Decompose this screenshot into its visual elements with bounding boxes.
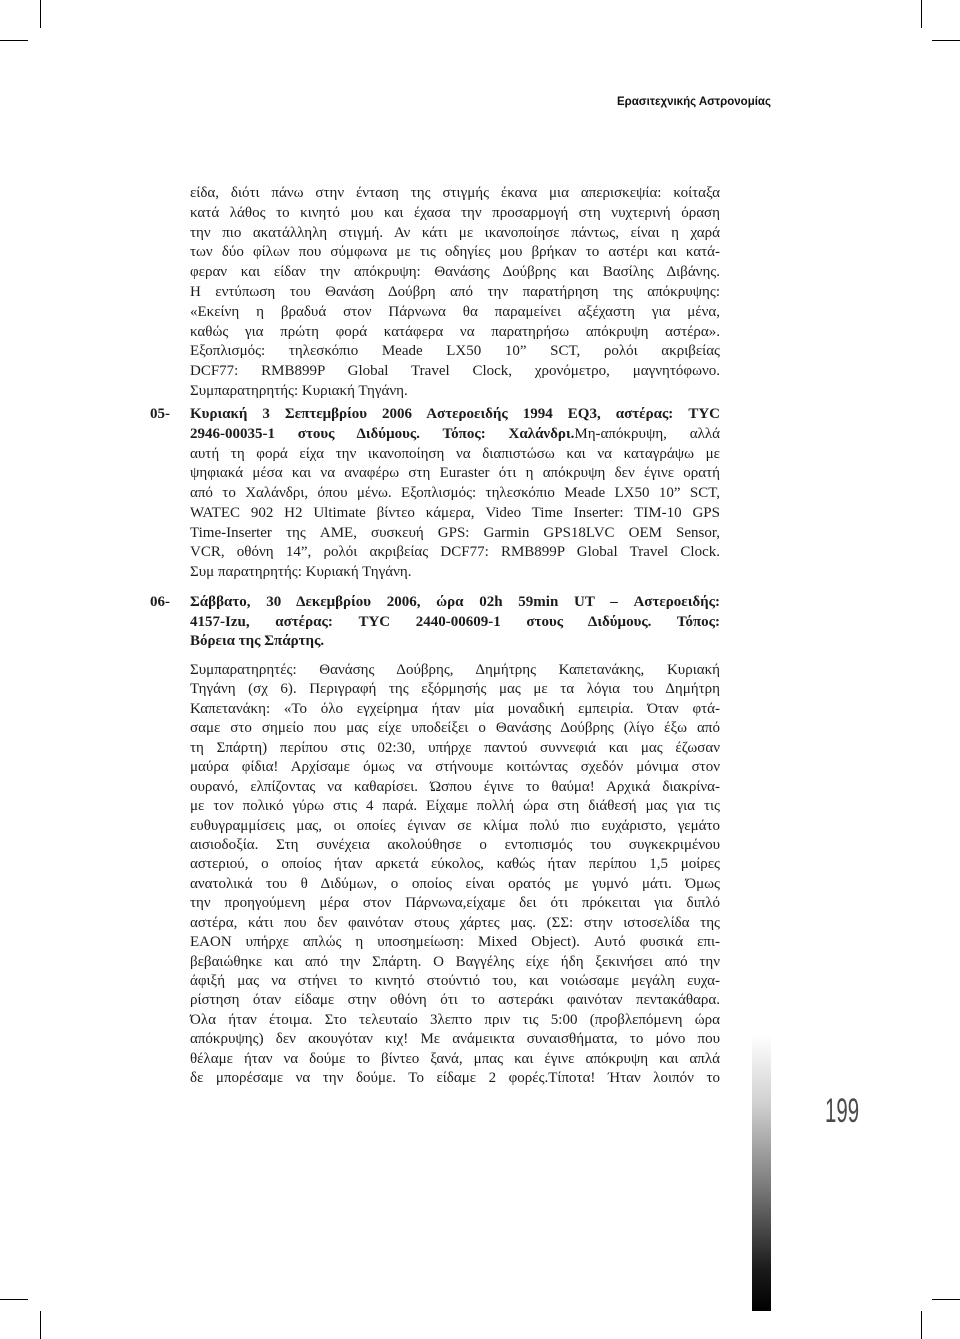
text-line: Καπετανάκη: «Το όλο εγχείρημα ήταν μία μοναδική εμπειρία. Όταν φτά- — [190, 700, 720, 717]
text-line: με τον πολικό γύρω στις 4 παρά. Είχαμε πολλή ώρα στη διάθεσή μας για τις — [190, 798, 720, 815]
running-header: Ερασιτεχνικής Αστρονομίας — [616, 96, 771, 108]
text-line: κατά λάθος το κινητό μου και έχασα την προσαρμογή στη νυχτερινή όραση — [190, 204, 720, 221]
text-line: VCR, οθόνη 14”, ρολόι ακριβείας DCF77: RMB899P Global Travel Clock. — [190, 544, 720, 561]
entry-text: Μη-απόκρυψη, αλλά — [574, 425, 720, 442]
text-line: Συμπαρατηρητής: Κυριακή Τηγάνη. — [190, 382, 408, 399]
text-line: είδα, διότι πάνω στην ένταση της στιγμής έκανα μια απερισκεψία: κοίταξα — [190, 185, 720, 201]
page-number: 199 — [825, 1092, 860, 1130]
text-line: Time-Inserter της AME, συσκευή GPS: Garmin GPS18LVC OEM Sensor, — [190, 524, 720, 541]
crop-mark — [0, 40, 28, 41]
text-line: αυτή τη φορά είχα την ικανοποίηση να διαπιστώσω και να καταγράψω με — [190, 445, 720, 462]
text-line: WATEC 902 H2 Ultimate βίντεο κάμερα, Video Time Inserter: TIM-10 GPS — [190, 504, 720, 521]
text-line: απόκρυψης) δεν ακουγόταν κιχ! Με ανάμεικτα συναισθήματα, το μόνο που — [190, 1031, 720, 1048]
text-line: καθώς για πρώτη φορά κατάφερα να παρατηρήσω απόκρυψη αστέρα». — [190, 323, 720, 340]
text-line: EAON υπήρχε απλώς η υποσημείωση: Mixed Object). Αυτό φυσικά επι- — [190, 934, 720, 951]
text-line: Συμ παρατηρητής: Κυριακή Τηγάνη. — [190, 564, 412, 580]
text-line: Εξοπλισμός: τηλεσκόπιο Meade LX50 10” SCT, ρολόι ακριβείας — [190, 343, 720, 360]
entry-heading-line: Σάββατο, 30 Δεκεμβρίου 2006, ώρα 02h 59min UT – Αστεροειδής: — [190, 594, 720, 610]
entry-number: 05- — [150, 406, 170, 422]
entry-heading-line: Βόρεια της Σπάρτης. — [190, 633, 325, 649]
observation-entry — [190, 405, 720, 583]
text-line: DCF77: RMB899P Global Travel Clock, χρονόμετρο, μαγνητόφωνο. — [190, 363, 720, 380]
text-line: Συμπαρατηρητές: Θανάσης Δούβρης, Δημήτρης Καπετανάκης, Κυριακή — [190, 662, 720, 678]
text-line: μαύρα φίδια! Αρχίσαμε όμως να στήνουμε κοιτώντας σχεδόν μόνιμα στον — [190, 759, 720, 776]
gradient-thumb-bar — [752, 1035, 771, 1311]
text-line: Τηγάνη (σχ 6). Περιγραφή της εξόρμησής μας με τα λόγια του Δημήτρη — [190, 681, 720, 698]
paragraph — [190, 661, 720, 1089]
crop-mark — [932, 40, 960, 41]
paragraph — [190, 184, 720, 402]
text-line: δε μπορέσαμε να την δούμε. Το είδαμε 2 φορές.Τίποτα! Ήταν λοιπόν το — [190, 1070, 720, 1087]
entry-heading-line — [190, 425, 720, 445]
crop-mark — [40, 0, 41, 28]
observation-entry-heading — [190, 593, 720, 652]
text-line: αστεριού, ο οποίος ήταν αρκετά εύκολος, καθώς ήταν περίπου 1,5 μοίρες — [190, 856, 720, 873]
text-line: σαμε στο σημείο που μας είχε υποδείξει ο Θανάσης Δούβρης (λίγο έξω από — [190, 720, 720, 737]
crop-mark — [932, 1299, 960, 1300]
text-line: ουρανό, ελπίζοντας να καθαρίσει. Ώσπου έγινε το θαύμα! Αρχικά διακρίνα- — [190, 778, 720, 795]
text-line: ευθυγραμμίσεις μας, οι οποίες έγιναν σε κλίμα πολύ πιο ευχάριστο, γεμάτο — [190, 817, 720, 834]
entry-heading-text: 2946-00035-1 στους Διδύμους. Τόπος: Χαλάνδρι. — [190, 425, 575, 442]
entry-number: 06- — [150, 594, 170, 610]
text-line: θέλαμε ήταν να δούμε το βίντεο ξανά, μπας και έγινε απόκρυψη και απλά — [190, 1050, 720, 1067]
text-line: βεβαιώθηκε και από την Σπάρτη. Ο Βαγγέλης είχε ήδη ξεκινήσει από την — [190, 953, 720, 970]
text-line: Η εντύπωση του Θανάση Δούβρη από την παρατήρηση της απόκρυψης: — [190, 283, 720, 300]
text-line: την πιο ακατάλληλη στιγμή. Αν κάτι με ικανοποίησε πάντως, είναι η χαρά — [190, 224, 720, 241]
entry-heading-line: 4157-Izu, αστέρας: TYC 2440-00609-1 στους Διδύμους. Τόπος: — [190, 613, 720, 630]
text-line: από το Χαλάνδρι, όπου μένω. Εξοπλισμός: τηλεσκόπιο Meade LX50 10” SCT, — [190, 485, 720, 501]
crop-mark — [921, 0, 922, 28]
text-line: αστέρα, κάτι που δεν φαινόταν στους χάρτες μας. (ΣΣ: στην ιστοσελίδα της — [190, 914, 720, 931]
text-line: «Εκείνη η βραδυά στον Πάρνωνα θα παραμείνει αξέχαστη για μένα, — [190, 303, 720, 320]
crop-mark — [40, 1311, 41, 1339]
text-line: αισιοδοξία. Στη συνέχεια ακολούθησε ο εντοπισμός του συγκεκριμένου — [190, 836, 720, 853]
crop-mark — [0, 1299, 28, 1300]
text-line: των δύο φίλων που σύμφωνα με τις οδηγίες μου βρήκαν το αστέρι και κατά- — [190, 244, 720, 261]
text-line: την προηγούμενη μέρα στον Πάρνωνα,είχαμε δει ότι πρόκειται για διπλό — [190, 895, 720, 912]
crop-mark — [921, 1311, 922, 1339]
text-line: τη Σπάρτη) περίπου στις 02:30, υπήρχε παντού συννεφιά και μας έζωσαν — [190, 739, 720, 756]
text-line: ανατολικά του θ Διδύμων, ο οποίος είναι ορατός με γυμνό μάτι. Όμως — [190, 875, 720, 892]
text-line: Όλα ήταν έτοιμα. Στο τελευταίο 3λεπτο πριν τις 5:00 (προβλεπόμενη ώρα — [190, 1011, 720, 1028]
text-line: ρίστηση όταν είδαμε στην οθόνη ότι το αστεράκι φαινόταν πεντακάθαρα. — [190, 992, 720, 1009]
text-line: άφιξή μας να στήνει το κινητό στούντιό του, και νοιώσαμε μεγάλη ευχα- — [190, 973, 720, 989]
entry-heading-line: Κυριακή 3 Σεπτεμβρίου 2006 Αστεροειδής 1994 EQ3, αστέρας: TYC — [190, 406, 720, 422]
text-line: φεραν και είδαν την απόκρυψη: Θανάσης Δούβρης και Βασίλης Διβάνης. — [190, 264, 720, 281]
text-line: ψηφιακά μέσα και να αναφέρω στη Euraster ότι η απόκρυψη δεν έγινε ορατή — [190, 465, 720, 482]
